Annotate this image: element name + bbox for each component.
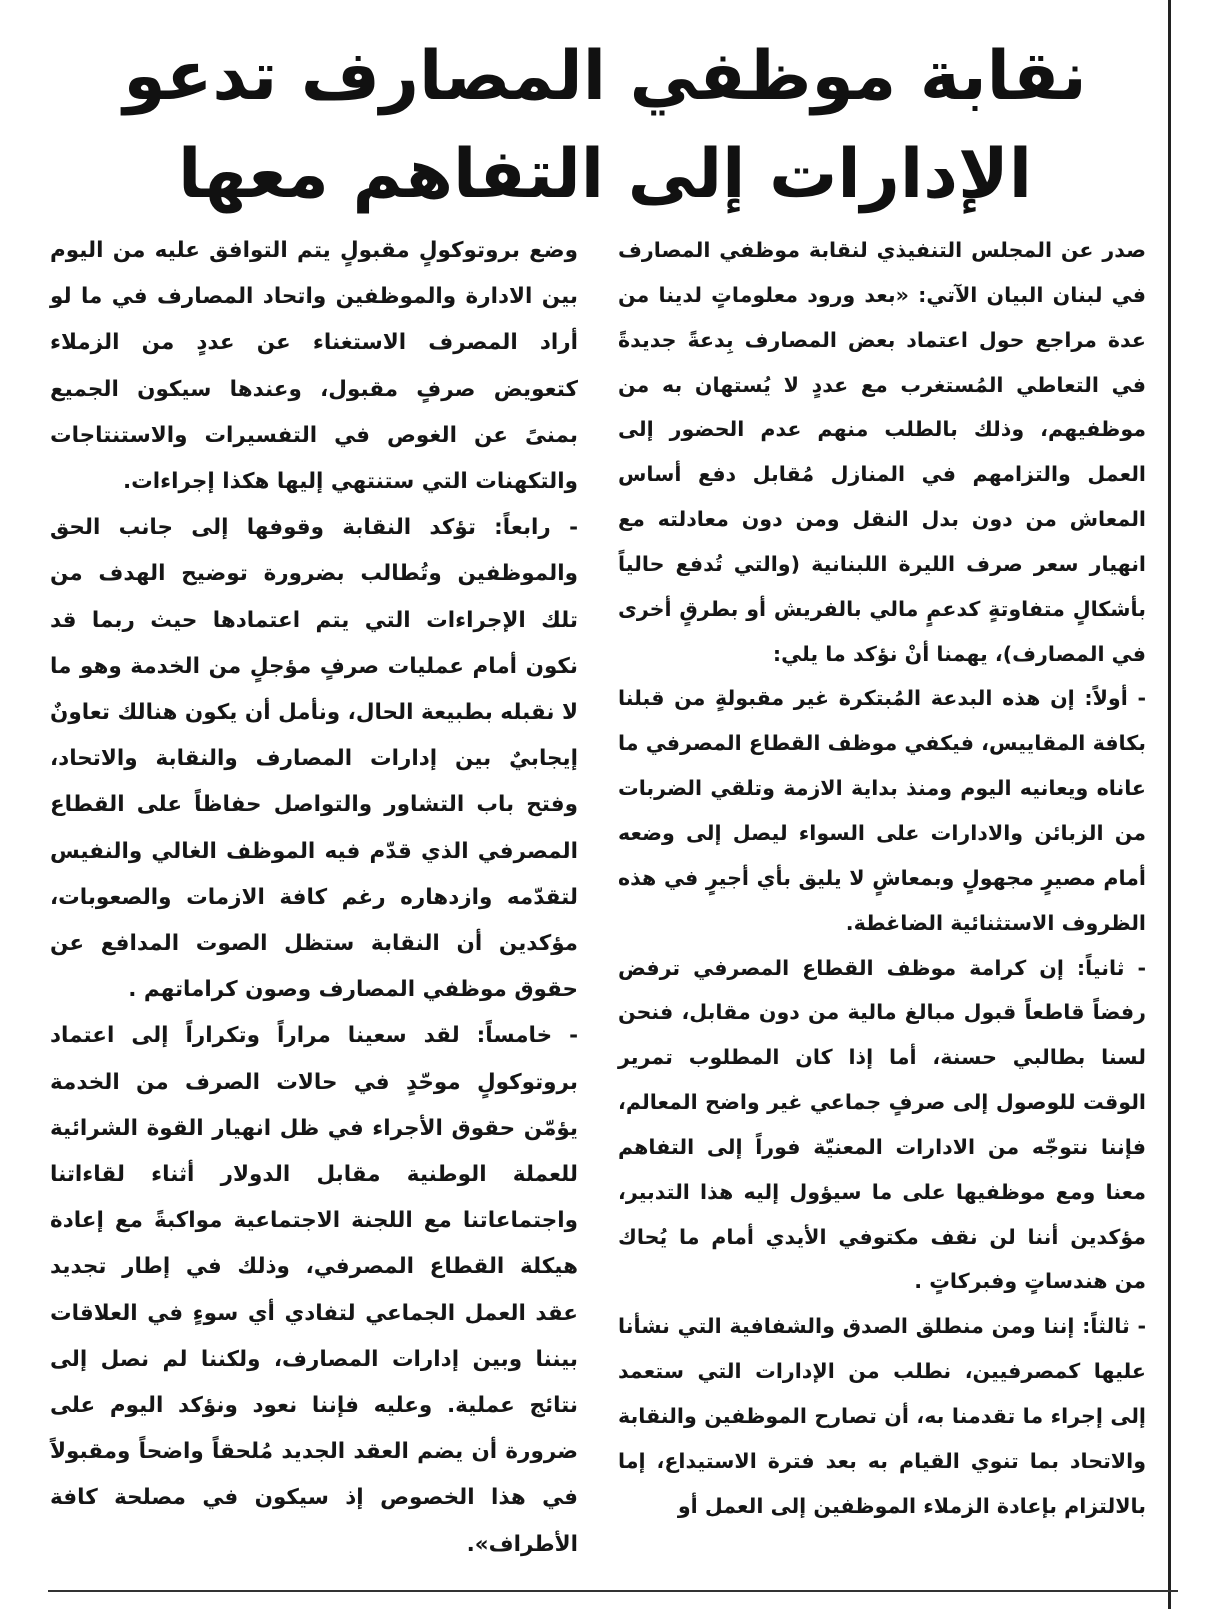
headline-line-1: نقابة موظفي المصارف تدعو: [123, 37, 1087, 116]
paragraph-fourth: - رابعاً: تؤكد النقابة وقوفها إلى جانب الحق والموظفين وتُطالب بضرورة توضيح الهدف من تلك الإجراءات التي يتم اعتمادها حيث ربما قد نكون أمام عمليات صرفٍ مؤجلٍ من الخدمة وهو ما لا نقبله بطبيعة الحال، ونأمل أن يكون هنالك تعاونٌ إيجابيٌ بين إدارات المصارف والنقابة والاتحاد، وفتح باب التشاور والتواصل حفاظاً على القطاع المصرفي الذي قدّم فيه الموظف الغالي والنفيس لتقدّمه وازدهاره رغم كافة الازمات والصعوبات، مؤكدين أن النقابة ستظل الصوت المدافع عن حقوق موظفي المصارف وصون كراماتهم .: [50, 515, 578, 1003]
paragraph-fifth: - خامساً: لقد سعينا مراراً وتكراراً إلى اعتماد بروتوكولٍ موحّدٍ في حالات الصرف من الخدمة يؤمّن حقوق الأجراء في ظل انهيار القوة الشرائية للعملة الوطنية مقابل الدولار أثناء لقاءاتنا واجتماعاتنا مع اللجنة الاجتماعية مواكبةً مع إعادة هيكلة القطاع المصرفي، وذلك في إطار تجديد عقد العمل الجماعي لتفادي أي سوءٍ في العلاقات بيننا وبين إدارات المصارف، ولكننا لم نصل إلى نتائج عملية. وعليه فإننا نعود ونؤكد اليوم على ضرورة أن يضم العقد الجديد مُلحقاً واضحاً ومقبولاً في هذا الخصوص إذ سيكون في مصلحة كافة الأطراف».: [50, 1023, 578, 1557]
column-rule: [1168, 0, 1171, 1609]
article-column-left: [50, 228, 578, 1568]
paragraph-intro: صدر عن المجلس التنفيذي لنقابة موظفي المصارف في لبنان البيان الآتي: «بعد ورود معلوماتٍ لدينا من عدة مراجع حول اعتماد بعض المصارف بِدعةً جديدةً في التعاطي المُستغرب مع عددٍ لا يُستهان به من موظفيهم، وذلك بالطلب منهم عدم الحضور إلى العمل والتزامهم في المنازل مُقابل دفع أساس المعاش من دون بدل النقل ومن دون معادلته مع انهيار سعر صرف الليرة اللبنانية (والتي تُدفع حالياً بأشكالٍ متفاوتةٍ كدعمٍ مالي بالفريش أو بطرقٍ أخرى في المصارف)، يهمنا أنْ نؤكد ما يلي:: [618, 238, 1146, 666]
paragraph-third-continued: وضع بروتوكولٍ مقبولٍ يتم التوافق عليه من اليوم بين الادارة والموظفين واتحاد المصارف في ما لو أراد المصرف الاستغناء عن عددٍ من الزملاء كتعويض صرفٍ مقبول، وعندها سيكون الجميع بمنىً عن الغوص في التفسيرات والاستنتاجات والتكهنات التي ستنتهي إليها هكذا إجراءات.: [50, 238, 578, 495]
article-column-right: [618, 228, 1146, 1528]
paragraph-third: - ثالثاً: إننا ومن منطلق الصدق والشفافية التي نشأنا عليها كمصرفيين، نطلب من الإدارات التي ستعمد إلى إجراء ما تقدمنا به، أن تصارح الموظفين والنقابة والاتحاد بما تنوي القيام به بعد فترة الاستيداع، إما بالالتزام بإعادة الزملاء الموظفين إلى العمل أو: [618, 1314, 1146, 1518]
paragraph-second: - ثانياً: إن كرامة موظف القطاع المصرفي ترفض رفضاً قاطعاً قبول مبالغ مالية من دون مقابل، فنحن لسنا بطالبي حسنة، أما إذا كان المطلوب تمرير الوقت للوصول إلى صرفٍ جماعي غير واضح المعالم، فإننا نتوجّه من الادارات المعنيّة فوراً إلى التفاهم معنا ومع موظفيها على ما سيؤول إليه هذا التدبير، مؤكدين أننا لن نقف مكتوفي الأيدي أمام ما يُحاك من هندساتٍ وفبركاتٍ .: [618, 955, 1146, 1294]
headline-line-2: الإدارات إلى التفاهم معها: [177, 135, 1033, 214]
bottom-rule: [48, 1590, 1178, 1592]
article-headline: [60, 28, 1150, 224]
paragraph-first: - أولاً: إن هذه البدعة المُبتكرة غير مقبولةٍ من قبلنا بكافة المقاييس، فيكفي موظف القطاع المصرفي ما عاناه ويعانيه اليوم ومنذ بداية الازمة وتلقي الضربات من الزبائن والادارات على السواء ليصل إلى وضعه أمام مصيرٍ مجهولٍ وبمعاشٍ لا يليق بأي أجيرٍ في هذه الظروف الاستثنائية الضاغطة.: [618, 686, 1146, 935]
